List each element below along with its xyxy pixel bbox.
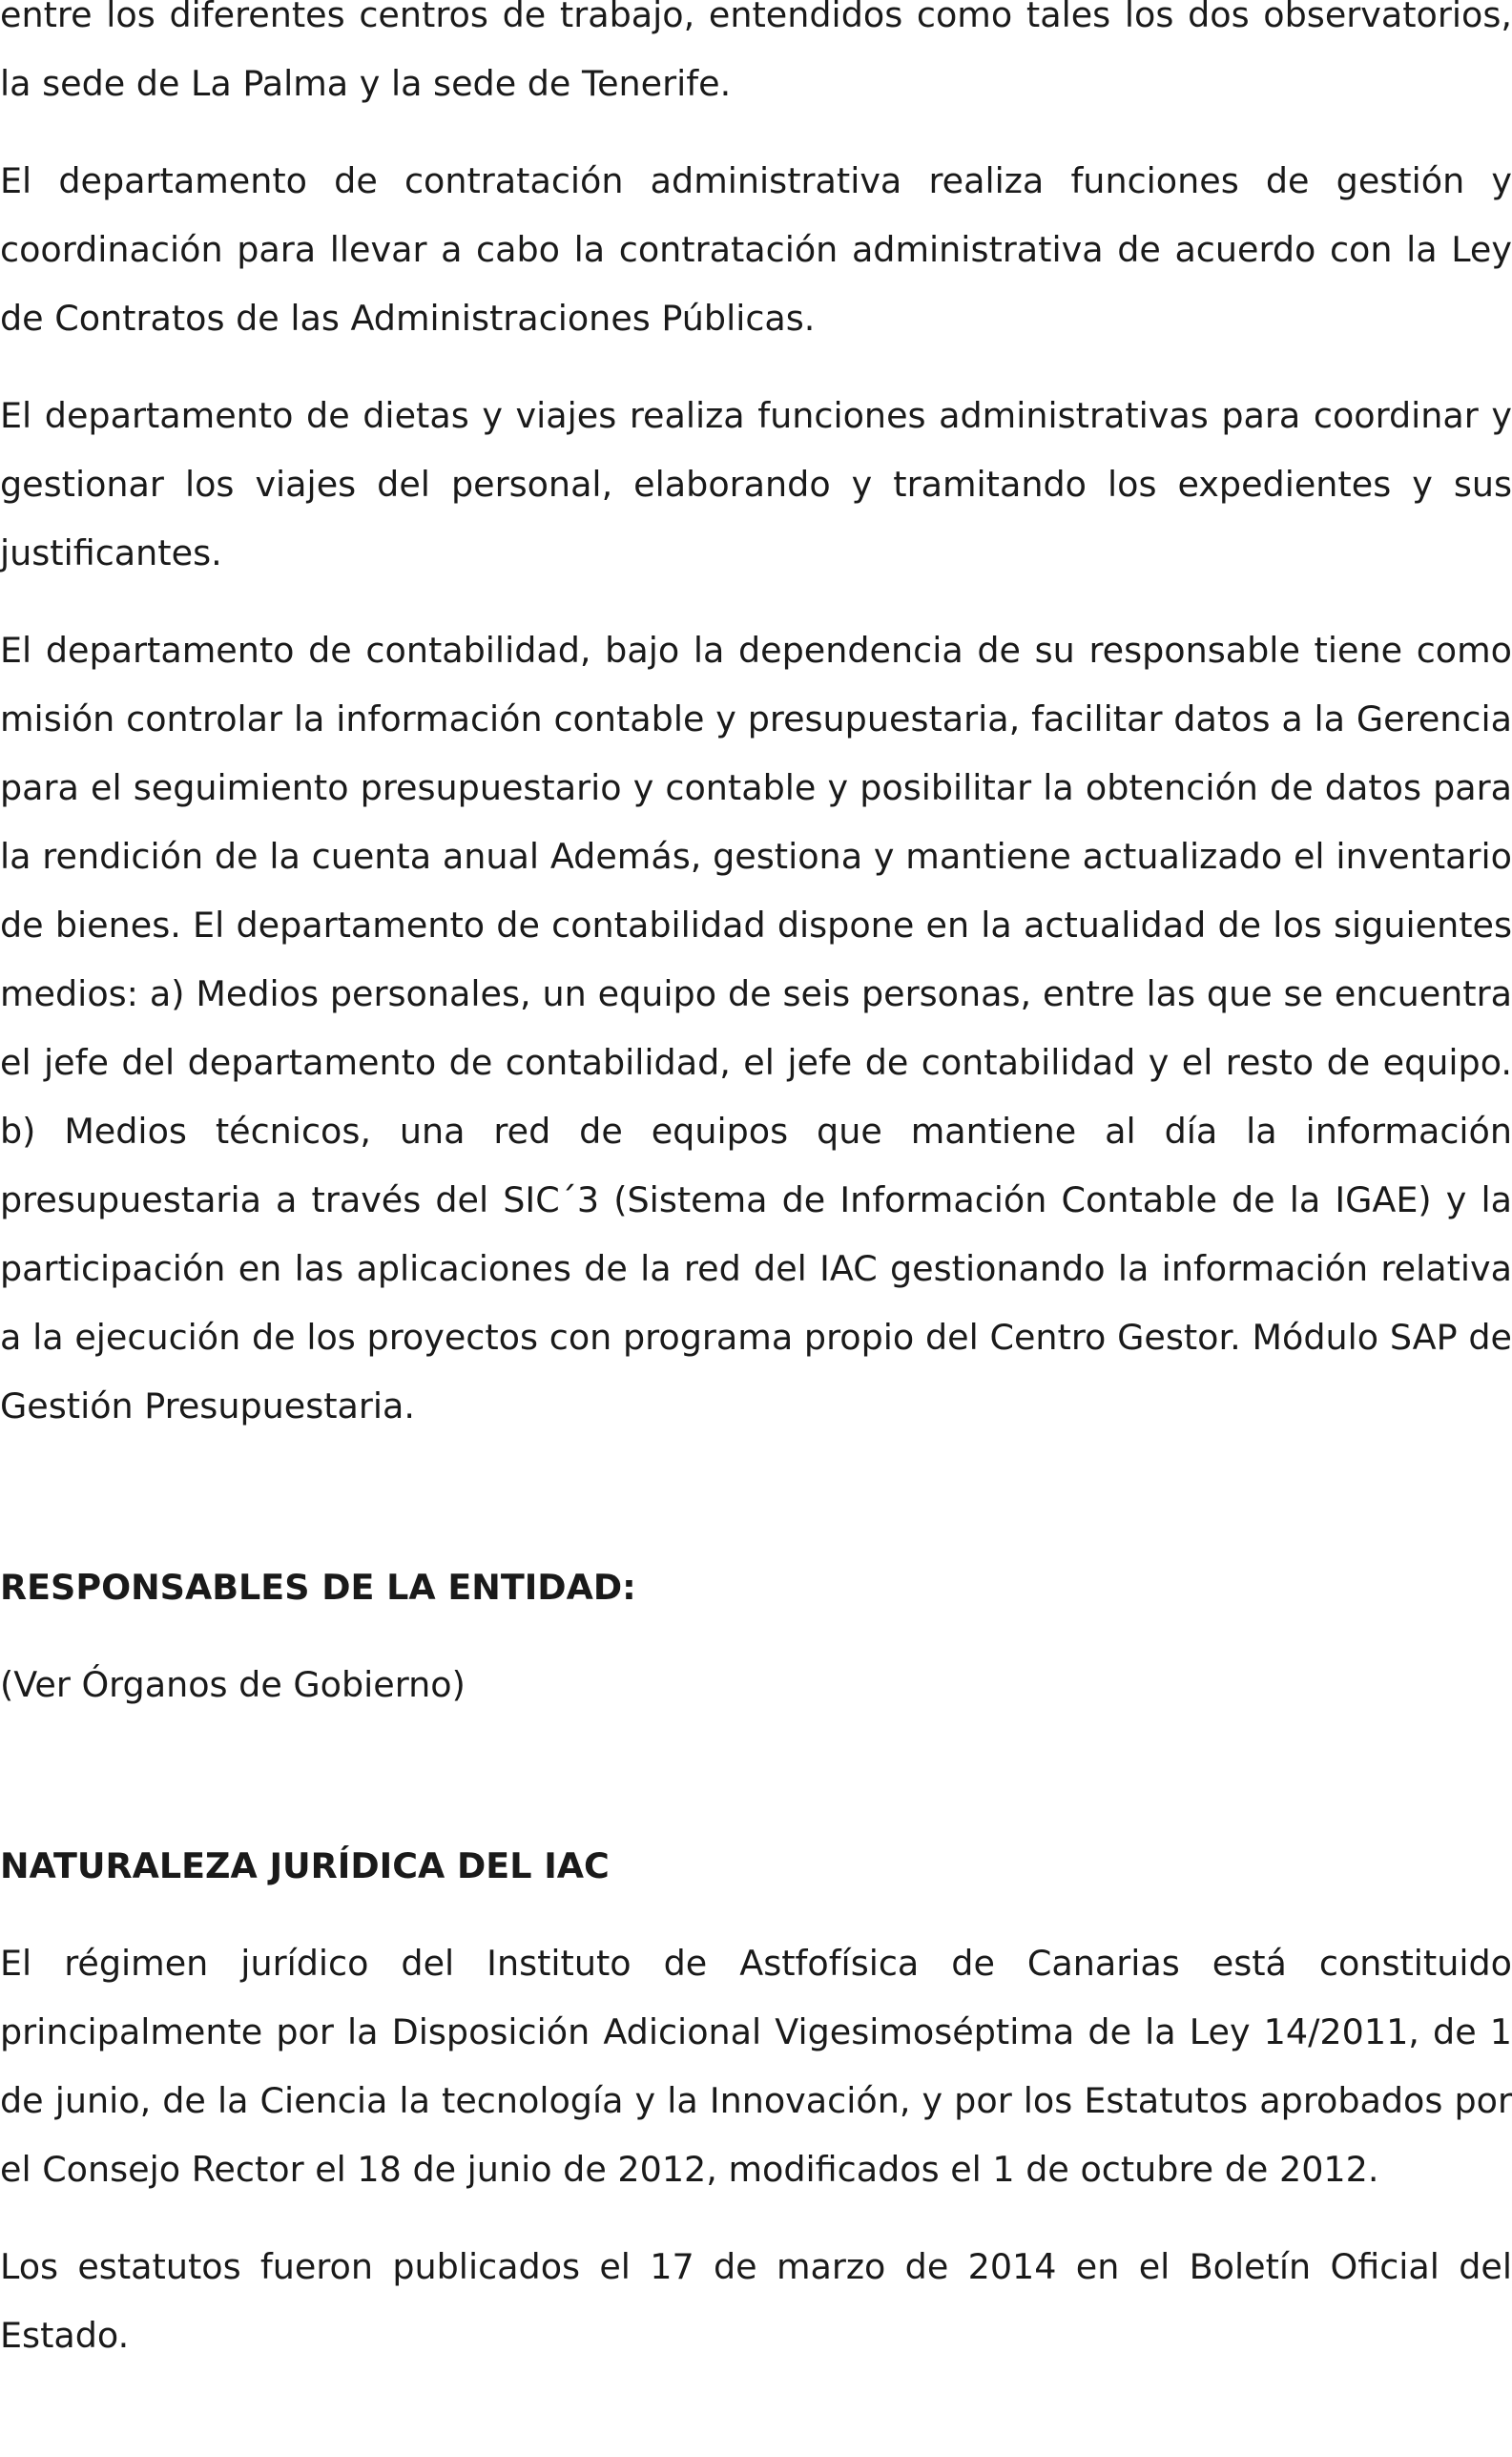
section-spacer <box>0 1469 1512 1553</box>
paragraph-organos-gobierno: (Ver Órganos de Gobierno) <box>0 1664 466 1705</box>
heading-naturaleza-juridica: NATURALEZA JURÍDICA DEL IAC <box>0 1845 610 1886</box>
paragraph-regimen-juridico: El régimen jurídico del Instituto de Astfofísica de Canarias está constituido principalmente por la Disposición Adicional Vigesimoséptima de la Ley 14/2011, de 1 de junio, de la Ciencia la tecnología y la Innovación, y por los Estatutos aprobados por el Consejo Rector el 18 de junio de 2012, modificados el 1 de octubre de 2012. <box>0 1943 1512 2190</box>
section-spacer <box>0 1748 1512 1832</box>
paragraph-contratacion: El departamento de contratación administrativa realiza funciones de gestión y coordinación para llevar a cabo la contratación administrativa de acuerdo con la Ley de Contratos de las Administraciones Públicas. <box>0 160 1512 339</box>
heading-spacer <box>0 1622 1512 1651</box>
paragraph-centros-trabajo: entre los diferentes centros de trabajo, entendidos como tales los dos observatorios, la sede de La Palma y la sede de Tenerife. <box>0 0 1512 104</box>
heading-responsables: RESPONSABLES DE LA ENTIDAD: <box>0 1567 636 1608</box>
paragraph-dietas-viajes: El departamento de dietas y viajes realiza funciones administrativas para coordinar y gestionar los viajes del personal, elaborando y tramitando los expedientes y sus justificantes. <box>0 395 1512 573</box>
heading-spacer <box>0 1901 1512 1929</box>
paragraph-estatutos-boe: Los estatutos fueron publicados el 17 de marzo de 2014 en el Boletín Oficial del Estado. <box>0 2246 1512 2356</box>
paragraph-contabilidad: El departamento de contabilidad, bajo la dependencia de su responsable tiene como misión controlar la información contable y presupuestaria, facilitar datos a la Gerencia para el seguimiento presupuestario y contable y posibilitar la obtención de datos para la rendición de la cuenta anual Además, gestiona y mantiene actualizado el inventario de bienes. El departamento de contabilidad dispone en la actualidad de los siguientes medios: a) Medios personales, un equipo de seis personas, entre las que se encuentra el jefe del departamento de contabilidad, el jefe de contabilidad y el resto de equipo. b) Medios técnicos, una red de equipos que mantiene al día la información presupuestaria a través del SIC´3 (Sistema de Información Contable de la IGAE) y la participación en las aplicaciones de la red del IAC gestionando la información relativa a la ejecución de los proyectos con programa propio del Centro Gestor. Módulo SAP de Gestión Presupuestaria. <box>0 630 1512 1426</box>
